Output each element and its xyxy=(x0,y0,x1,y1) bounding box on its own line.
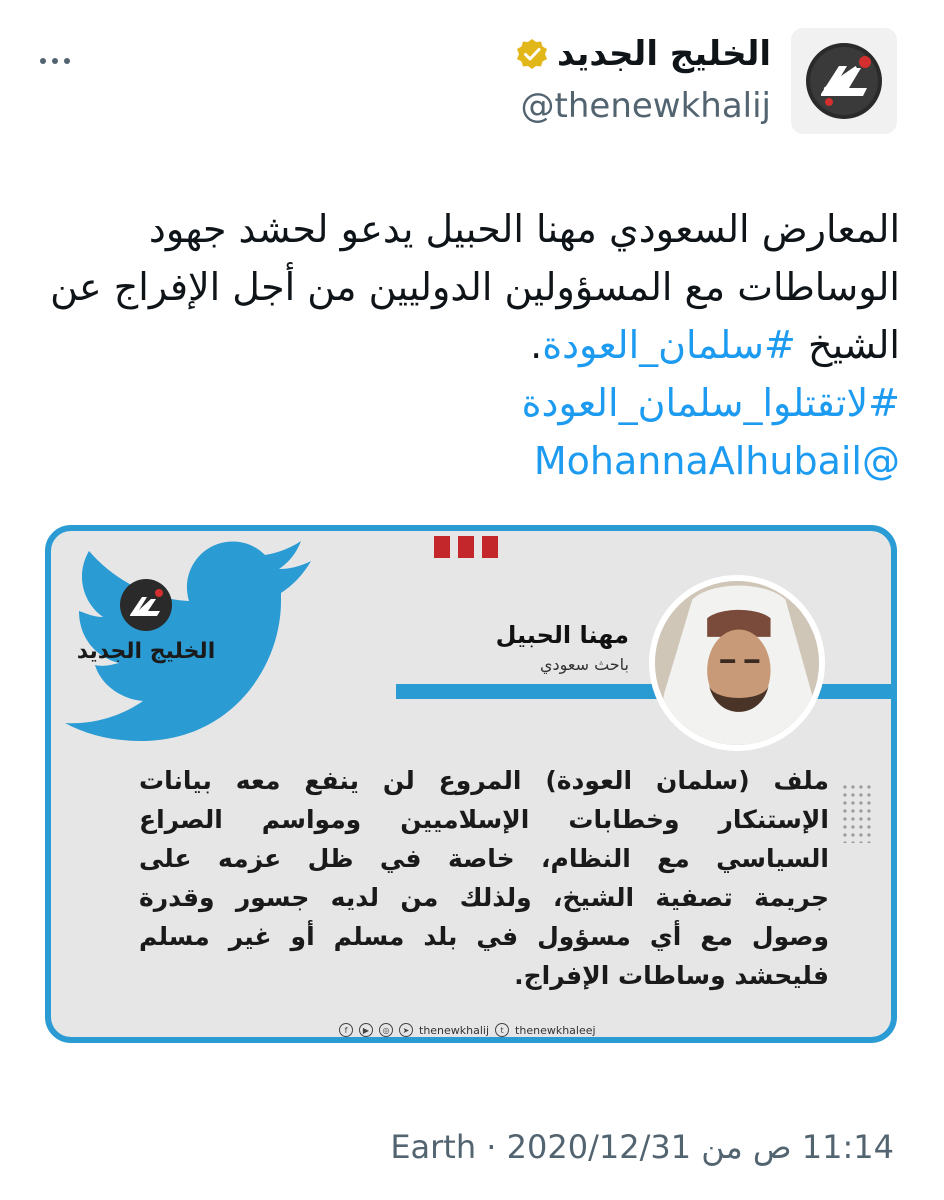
dot-icon xyxy=(64,58,70,64)
hashtag-link[interactable]: #سلمان_العودة xyxy=(542,323,796,367)
person-name: مهنا الحبيل xyxy=(495,621,629,649)
quote-line: جريمة تصفية الشيخ، ولذلك من لديه جسور وقدرة xyxy=(139,883,829,912)
tweet-text-line: الوساطات مع المسؤولين الدوليين من أجل الإفراج عن xyxy=(50,265,900,309)
author-name-text: الخليج الجديد xyxy=(557,34,771,74)
brand-logo-icon xyxy=(791,28,897,134)
person-photo-illustration xyxy=(655,581,819,745)
verified-badge-icon xyxy=(515,37,549,71)
social-handle: thenewkhalij xyxy=(419,1023,490,1037)
person-photo xyxy=(649,575,825,751)
tweet-text xyxy=(40,200,900,490)
tweet-text-line xyxy=(40,316,900,374)
quote-line: السياسي مع النظام، خاصة في ظل عزمه على xyxy=(139,844,829,873)
more-options-button[interactable] xyxy=(40,50,90,72)
decorative-dot-grid xyxy=(841,783,871,843)
quote-line: فليحشد وساطات الإفراج. xyxy=(514,961,829,990)
twitter-icon: t xyxy=(495,1023,509,1037)
decorative-bars xyxy=(434,536,498,558)
tweet-text-fragment: . xyxy=(530,323,543,367)
social-footer xyxy=(339,1023,596,1037)
quote-line: ملف (سلمان العودة) المروع لن ينفع معه بيانات xyxy=(139,766,829,795)
social-handle: thenewkhaleej xyxy=(515,1023,596,1037)
tweet-text-fragment: الشيخ xyxy=(795,323,900,367)
dot-icon xyxy=(52,58,58,64)
author-display-name[interactable] xyxy=(515,34,771,74)
person-role: باحث سعودي xyxy=(539,655,629,674)
avatar[interactable] xyxy=(791,28,897,134)
quote-line: الإستنكار وخطابات الإسلاميين ومواسم الصراع xyxy=(139,805,829,834)
tweet-media-image[interactable] xyxy=(45,525,897,1043)
quote-text xyxy=(139,761,829,995)
instagram-icon: ◎ xyxy=(379,1023,393,1037)
quote-line: وصول مع أي مسؤول في بلد مسلم أو غير مسلم xyxy=(139,922,829,951)
dot-icon xyxy=(40,58,46,64)
brand-name-label: الخليج الجديد xyxy=(76,639,216,664)
telegram-icon: ➤ xyxy=(399,1023,413,1037)
tweet-text-line: المعارض السعودي مهنا الحبيل يدعو لحشد جهود xyxy=(148,207,900,251)
hashtag-link[interactable]: #لاتقتلوا_سلمان_العودة xyxy=(521,381,900,425)
youtube-icon: ▶ xyxy=(359,1023,373,1037)
facebook-icon: f xyxy=(339,1023,353,1037)
tweet-timestamp[interactable]: 11:14 ص من Earth · 2020/12/31 xyxy=(390,1128,894,1166)
brand-logo-icon xyxy=(118,577,174,633)
author-handle[interactable]: @thenewkhalij xyxy=(520,86,771,126)
mention-link[interactable]: @MohannaAlhubail xyxy=(533,439,900,483)
